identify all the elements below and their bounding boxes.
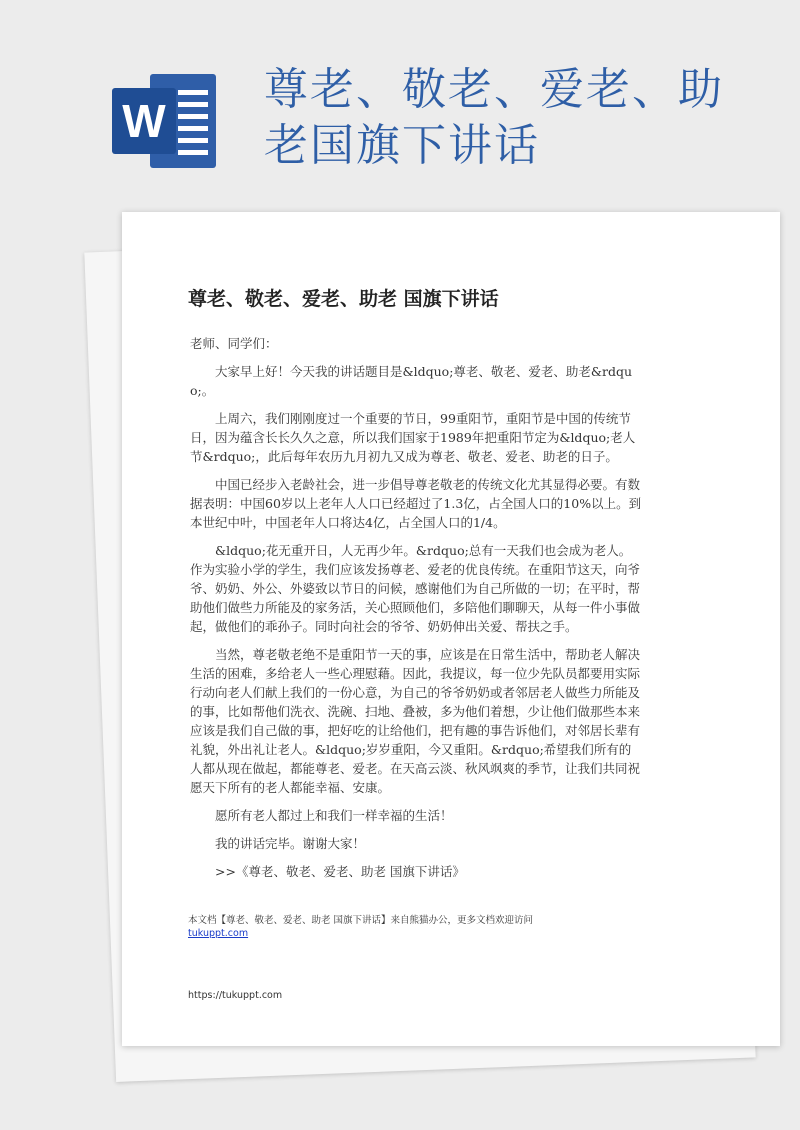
paragraph: >>《尊老、敬老、爱老、助老 国旗下讲话》	[215, 864, 465, 879]
paragraph: 上周六，我们刚刚度过一个重要的节日，99重阳节，重阳节是中国的传统节日，因为蕴含长长久久之意，所以我们国家于1989年把重阳节定为&ldquo;老人节&rdquo;，此后每年农历九月初九又成为尊老、敬老、爱老、助老的日子。	[190, 411, 636, 464]
paragraph: 中国已经步入老龄社会，进一步倡导尊老敬老的传统文化尤其显得必要。有数据表明：中国60岁以上老年人人口已经超过了1.3亿，占全国人口的10%以上。到本世纪中叶，中国老年人口将达4亿，占全国人口的1/4。	[190, 477, 642, 530]
paragraph: 愿所有老人都过上和我们一样幸福的生活！	[215, 808, 453, 823]
document-body	[190, 334, 642, 890]
paragraph: 我的讲话完毕。谢谢大家！	[215, 836, 366, 851]
greeting: 老师、同学们：	[190, 336, 278, 351]
source-footnote	[188, 914, 648, 940]
word-logo-icon	[112, 74, 216, 168]
footnote-link[interactable]: tukuppt.com	[188, 928, 249, 939]
paragraph: 当然，尊老敬老绝不是重阳节一天的事，应该是在日常生活中，帮助老人解决生活的困难，多给老人一些心理慰藉。因此，我提议，每一位少先队员都要用实际行动向老人们献上我们的一份心意，为自己的爷爷奶奶或者邻居老人做些力所能及的事，比如帮他们洗衣、洗碗、扫地、叠被，多为他们着想，少让他们做那些本来应该是我们自己做的事，把好吃的让给他们，把有趣的事告诉他们，对邻居长辈有礼貌，外出礼让老人。&ldquo;岁岁重阳，今又重阳。&rdquo;希望我们所有的人都从现在做起，都能尊老、爱老。在天高云淡、秋风飒爽的季节，让我们共同祝愿天下所有的老人都能幸福、安康。	[190, 647, 641, 795]
document-title: 尊老、敬老、爱老、助老 国旗下讲话	[188, 288, 499, 310]
paragraph: 大家早上好！今天我的讲话题目是&ldquo;尊老、敬老、爱老、助老&rdquo;。	[190, 364, 633, 398]
paragraph: &ldquo;花无重开日，人无再少年。&rdquo;总有一天我们也会成为老人。作为实验小学的学生，我们应该发扬尊老、爱老的优良传统。在重阳节这天，向爷爷、奶奶、外公、外婆致以节日的问候，感谢他们为自己所做的一切；在平时，帮助他们做些力所能及的家务活，关心照顾他们，多陪他们聊聊天，从每一件小事做起，做他们的乖孙子。同时向社会的爷爷、奶奶伸出关爱、帮扶之手。	[190, 543, 641, 634]
header-title: 尊老、敬老、爱老、助老国旗下讲话	[264, 64, 724, 171]
word-badge: W	[112, 88, 176, 154]
footnote-text: 本文档【尊老、敬老、爱老、助老 国旗下讲话】来自熊猫办公，更多文档欢迎访问	[188, 915, 534, 926]
url-text: https://tukuppt.com	[188, 990, 283, 1001]
document-page	[122, 212, 780, 1046]
